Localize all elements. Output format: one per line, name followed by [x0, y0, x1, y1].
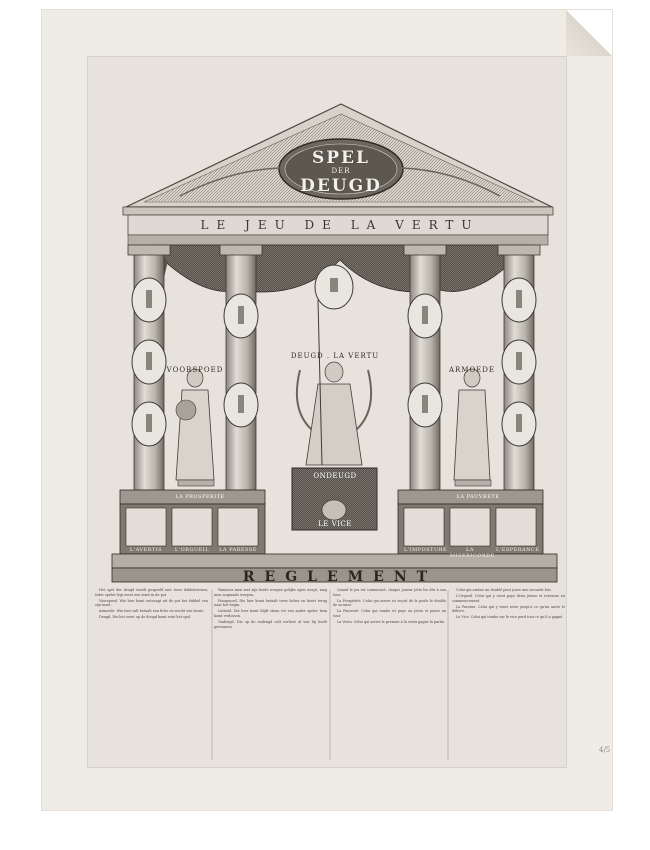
rule-text: La Paresse. Celui qui y vient reste jusqu'à ce qu'un autre le délivre. — [452, 604, 565, 614]
statue-poverty — [454, 369, 491, 486]
rule-text: Wanneer men met zijn beide worpen gelijke ogen werpt, mag men nogmaals werpen. — [214, 588, 327, 597]
cornice — [123, 207, 553, 215]
rule-text: La Vertu. Celui qui arrive le premier à la vertu gagne la partie. — [337, 620, 446, 625]
rule-text: Het spel der deugd wordt gespeeld met twee dobbelstenen; ieder speler legt eerst een inzet in de pot. — [95, 588, 208, 597]
title-line3: DEUGD — [300, 176, 382, 196]
rule-text: Luiheid. Die hier komt blijft staan tot een ander speler hem komt verlossen. — [214, 609, 327, 618]
rules-text — [95, 588, 565, 763]
left-plinth-label-2: L'ORGUEIL — [174, 547, 210, 553]
right-base-label: LA PAUVRETE — [456, 494, 500, 500]
vice-label-bottom: LE VICE — [318, 520, 352, 528]
rule-text: Le Vice. Celui qui tombe sur le vice perd tout ce qu'il a gagné. — [456, 615, 564, 620]
left-plinth-label-1: L'AVERTIS — [129, 547, 163, 553]
right-plinth-label-3: L'ESPERANCE — [496, 547, 540, 553]
vice-label-top: ONDEUGD — [313, 472, 357, 480]
rule-text: L'Orgueil. Celui qui y vient paye deux jetons et retourne au commencement. — [452, 594, 565, 603]
statue-virtue — [297, 300, 371, 465]
rules-column-4 — [452, 588, 565, 763]
rule-text: Celui qui amène un doublé peut jouer une seconde fois. — [456, 588, 552, 592]
title-line1: SPEL — [312, 148, 370, 168]
rule-text: Voorspoed. Wie hier komt ontvangt uit de pot het dubbel van zijn inzet. — [95, 598, 208, 608]
rule-text: La Prospérité. Celui qui arrive ici reçoit de la poule le double de sa mise. — [333, 598, 446, 608]
rule-text: Armoede. Wie hier valt betaalt een fiche en wacht een beurt. — [99, 609, 204, 614]
column-right-inner — [404, 245, 446, 490]
rule-text: Quand le jeu est commencé, chaque joueur jette les dés à son tour. — [333, 588, 446, 597]
rule-text: Hoogmoed. Die hier komt betaalt twee fiches en keert terug naar het begin. — [214, 598, 327, 608]
statue-prosperity — [176, 369, 214, 486]
poverty-label: ARMOEDE — [448, 366, 496, 374]
rules-column-3 — [333, 588, 446, 763]
title-line2: DER — [331, 167, 351, 175]
virtue-label: DEUGD . LA VERTU — [290, 352, 380, 360]
left-base-label: LA PROSPERITE — [175, 494, 225, 500]
column-left-inner — [220, 245, 262, 490]
rule-text: Ondeugd. Die op de ondeugd valt verliest al wat hij heeft gewonnen. — [214, 620, 327, 629]
prosperity-label: VOORSPOED — [166, 366, 224, 374]
right-plinth-label-1: L'IMPOSTURE — [404, 547, 448, 553]
frieze-text: LE JEU DE LA VERTU — [200, 218, 480, 232]
right-plinth-label-2: LA MISERICORDE — [450, 547, 495, 559]
rule-text: Deugd. Die het eerst op de deugd komt wint het spel. — [99, 615, 192, 620]
page-number: 4/5 — [599, 746, 611, 754]
rule-text: La Pauvreté. Celui qui tombe ici paye un jeton et passe un tour. — [333, 609, 446, 618]
left-plinth-label-3: LA PARESSE — [219, 547, 257, 553]
reglement-heading: REGLEMENT — [242, 569, 438, 585]
rules-column-2 — [214, 588, 327, 763]
rules-column-1 — [95, 588, 208, 763]
